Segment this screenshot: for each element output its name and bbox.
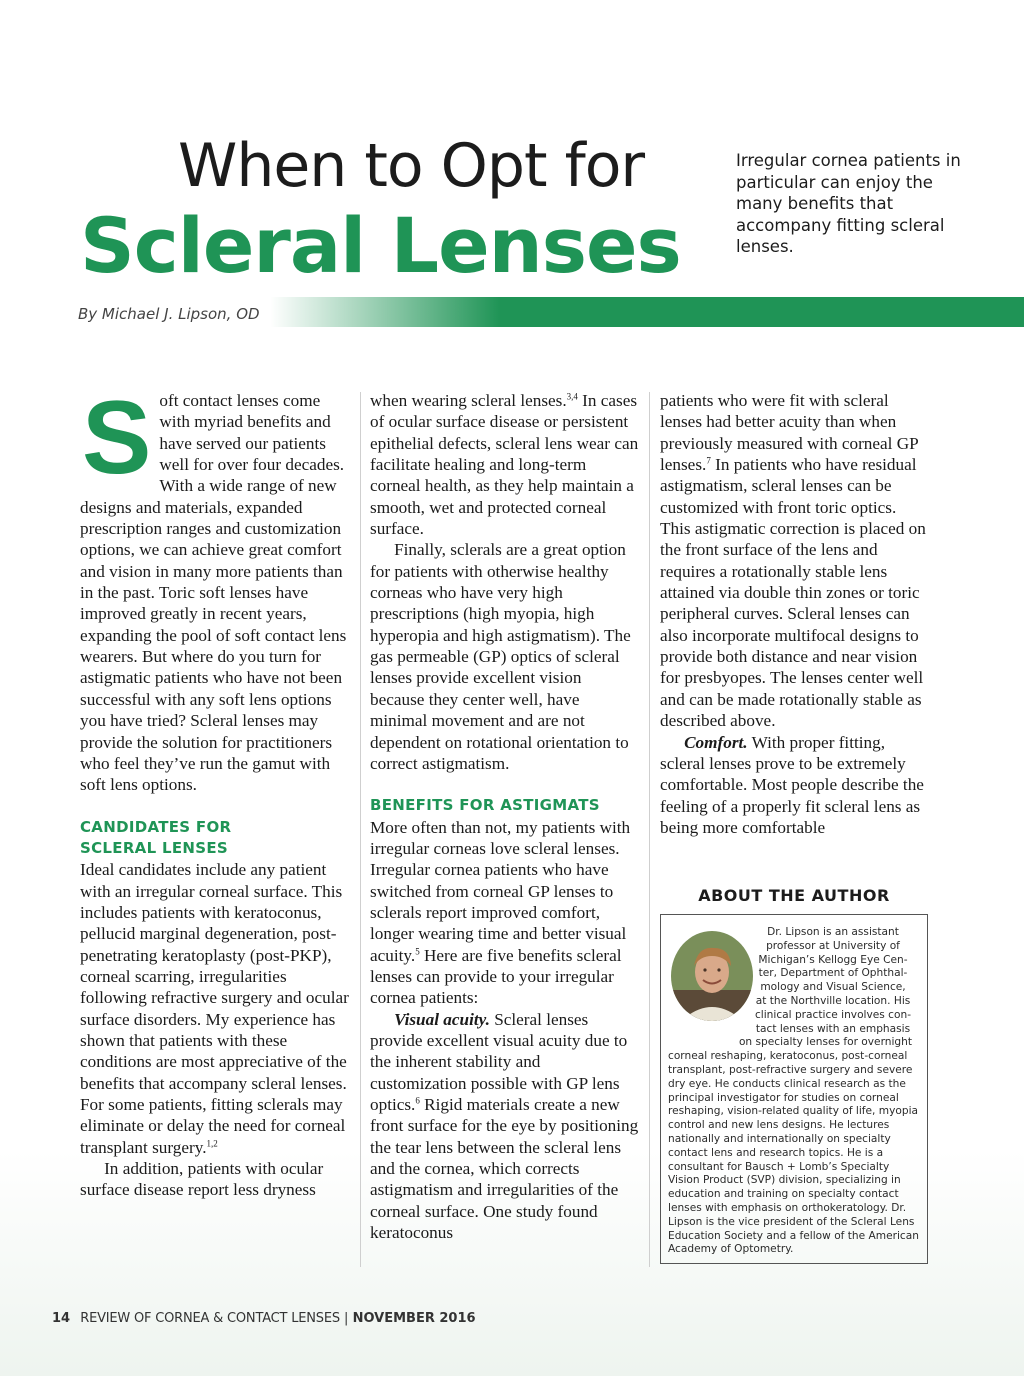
citation: 3,4 bbox=[566, 391, 578, 402]
heading-candidates-line-2: SCLERAL LENSES bbox=[80, 838, 228, 857]
about-author-heading: ABOUT THE AUTHOR bbox=[698, 886, 890, 905]
bio-line: mology and Visual Science, bbox=[760, 981, 906, 994]
col2-paragraph-3a: More often than not, my patients with irregular corneas love scleral lenses. Irregular cornea patients who have switched from corneal GP lenses to sclerals report improved comfort, longer wearing time and better visual acuity. bbox=[370, 817, 631, 965]
byline: By Michael J. Lipson, OD bbox=[78, 305, 260, 323]
bio-line: Dr. Lipson is an assistant bbox=[767, 926, 899, 938]
bio-line: on specialty lenses for overnight bbox=[738, 1036, 912, 1049]
bio-line: tact lenses with an emphasis bbox=[755, 1022, 911, 1035]
column-3 bbox=[660, 390, 928, 838]
col2-paragraph-4a: Scleral lenses provide excellent visual acuity due to the inherent stability and customization possible with GP lens optics. bbox=[370, 1009, 628, 1114]
col3-paragraph-1b: In patients who have residual astigmatism, scleral lenses can be customized with front toric optics. This astigmatic correction is placed on the front surface of the lens and requires a rotationally stable lens attained via double thin zones or toric peripheral curves. Scleral lenses can also incorporate multifocal designs to provide both distance and near vision for presbyopes. The lenses center well and can be made rotationally stable as described above. bbox=[660, 455, 926, 731]
title-line-2: Scleral Lenses bbox=[80, 201, 681, 290]
bio-line: at the Northville location. His bbox=[755, 994, 911, 1007]
citation: 6 bbox=[415, 1095, 420, 1106]
bio-line: clinical practice involves con- bbox=[754, 1008, 912, 1021]
magazine-name: REVIEW OF CORNEA & CONTACT LENSES bbox=[80, 1311, 340, 1326]
col2-paragraph-1a: when wearing scleral lenses. bbox=[370, 391, 567, 410]
column-divider bbox=[360, 392, 361, 1267]
column-divider bbox=[649, 392, 650, 1267]
col3-paragraph-2: With proper fitting, scleral lenses prove to be extremely comfortable. Most people describe the feeling of a properly fit scleral lens as being more comfortable bbox=[660, 732, 924, 837]
heading-candidates-line-1: CANDIDATES FOR bbox=[80, 817, 232, 836]
col1-paragraph-2: Ideal candidates include any patient with an irregular corneal surface. This includes patients with keratoconus, pellucid marginal degeneration, post-penetrating keratoplasty (post-PKP), corneal scarring, irregularities following refractive surgery and ocular surface disorders. My experience has shown that patients with these conditions are most appreciative of the benefits that accompany scleral lenses. For some patients, fitting sclerals may eliminate or delay the need for corneal transplant surgery. bbox=[80, 860, 349, 1157]
author-bio-rest: corneal reshaping, keratoconus, post-corneal transplant, post-refractive surgery and severe dry eye. He conducts clinical research as the principal investigator for studies on corneal reshaping, vision-related quality of life, myopia control and new lens designs. He lectures nationally and internationally on specialty contact lens and research topics. He is a consultant for Bausch + Lomb’s Specialty Vision Product (SVP) division, specializing in education and training on specialty contact lenses with emphasis on orthokeratology. Dr. Lipson is the vice president of the Scleral Lens Education Society and a fellow of the American Academy of Optometry. bbox=[668, 1050, 919, 1256]
subhead-visual-acuity: Visual acuity. bbox=[394, 1009, 490, 1029]
drop-cap: S bbox=[82, 380, 152, 496]
title-line-1: When to Opt for bbox=[178, 131, 645, 201]
author-bio-wrapped bbox=[668, 926, 920, 1036]
col1-paragraph-1: oft contact lenses come with myriad benefits and have served our patients well for over four decades. With a wide range of new designs and materials, expanded prescription ranges and customization options, we can achieve great comfort and vision in many more patients than in the past. Toric soft lenses have improved greatly in recent years, expanding the pool of soft contact lens wearers. But where do you turn for astigmatic patients who have not been successful with any soft lens options you have tried? Scleral lenses may provide the solution for practitioners who feel they’ve run the gamut with soft lens options. bbox=[80, 391, 347, 795]
footer-separator: | bbox=[344, 1311, 349, 1326]
author-bio bbox=[668, 926, 920, 1257]
col2-paragraph-3b: Here are five benefits scleral lenses can provide to your irregular cornea patients: bbox=[370, 945, 622, 1008]
col2-paragraph-2: Finally, sclerals are a great option for patients with otherwise healthy corneas who have very high prescriptions (high myopia, high hyperopia and high astigmatism). The gas permeable (GP) optics of scleral lenses provide excellent vision because they center well, have minimal movement and are not dependent on rotational orientation to correct astigmatism. bbox=[370, 540, 631, 773]
page-number: 14 bbox=[52, 1311, 71, 1326]
bio-line: Michigan’s Kellogg Eye Cen- bbox=[758, 953, 908, 966]
subhead-comfort: Comfort. bbox=[684, 732, 748, 752]
issue-date: NOVEMBER 2016 bbox=[352, 1311, 476, 1326]
page-footer bbox=[52, 1311, 476, 1326]
col1-paragraph-3: In addition, patients with ocular surface disease report less dryness bbox=[80, 1159, 324, 1200]
column-1 bbox=[80, 380, 352, 1201]
col3-paragraph-1a: patients who were fit with scleral lenses had better acuity than when previously measured with corneal GP lenses. bbox=[660, 391, 919, 475]
col2-paragraph-4b: Rigid materials create a new front surface for the eye by positioning the tear lens between the scleral lens and the cornea, which corrects astigmatism and irregularities of the corneal surface. One study found keratoconus bbox=[370, 1095, 639, 1243]
deck-text: Irregular cornea patients in particular can enjoy the many benefits that accompany fitting scleral lenses. bbox=[736, 151, 961, 256]
column-2 bbox=[370, 390, 640, 1243]
green-title-band bbox=[270, 297, 1024, 327]
bio-line: ter, Department of Ophthal- bbox=[758, 967, 908, 980]
col2-paragraph-1b: In cases of ocular surface disease or persistent epithelial defects, scleral lens wear can facilitate healing and long-term corneal health, as they help maintain a smooth, wet and protected corneal surface. bbox=[370, 391, 639, 539]
heading-benefits: BENEFITS FOR ASTIGMATS bbox=[370, 796, 600, 815]
citation: 7 bbox=[706, 455, 711, 466]
citation: 1,2 bbox=[206, 1137, 218, 1148]
bio-line: professor at University of bbox=[766, 939, 900, 952]
citation: 5 bbox=[415, 945, 420, 956]
